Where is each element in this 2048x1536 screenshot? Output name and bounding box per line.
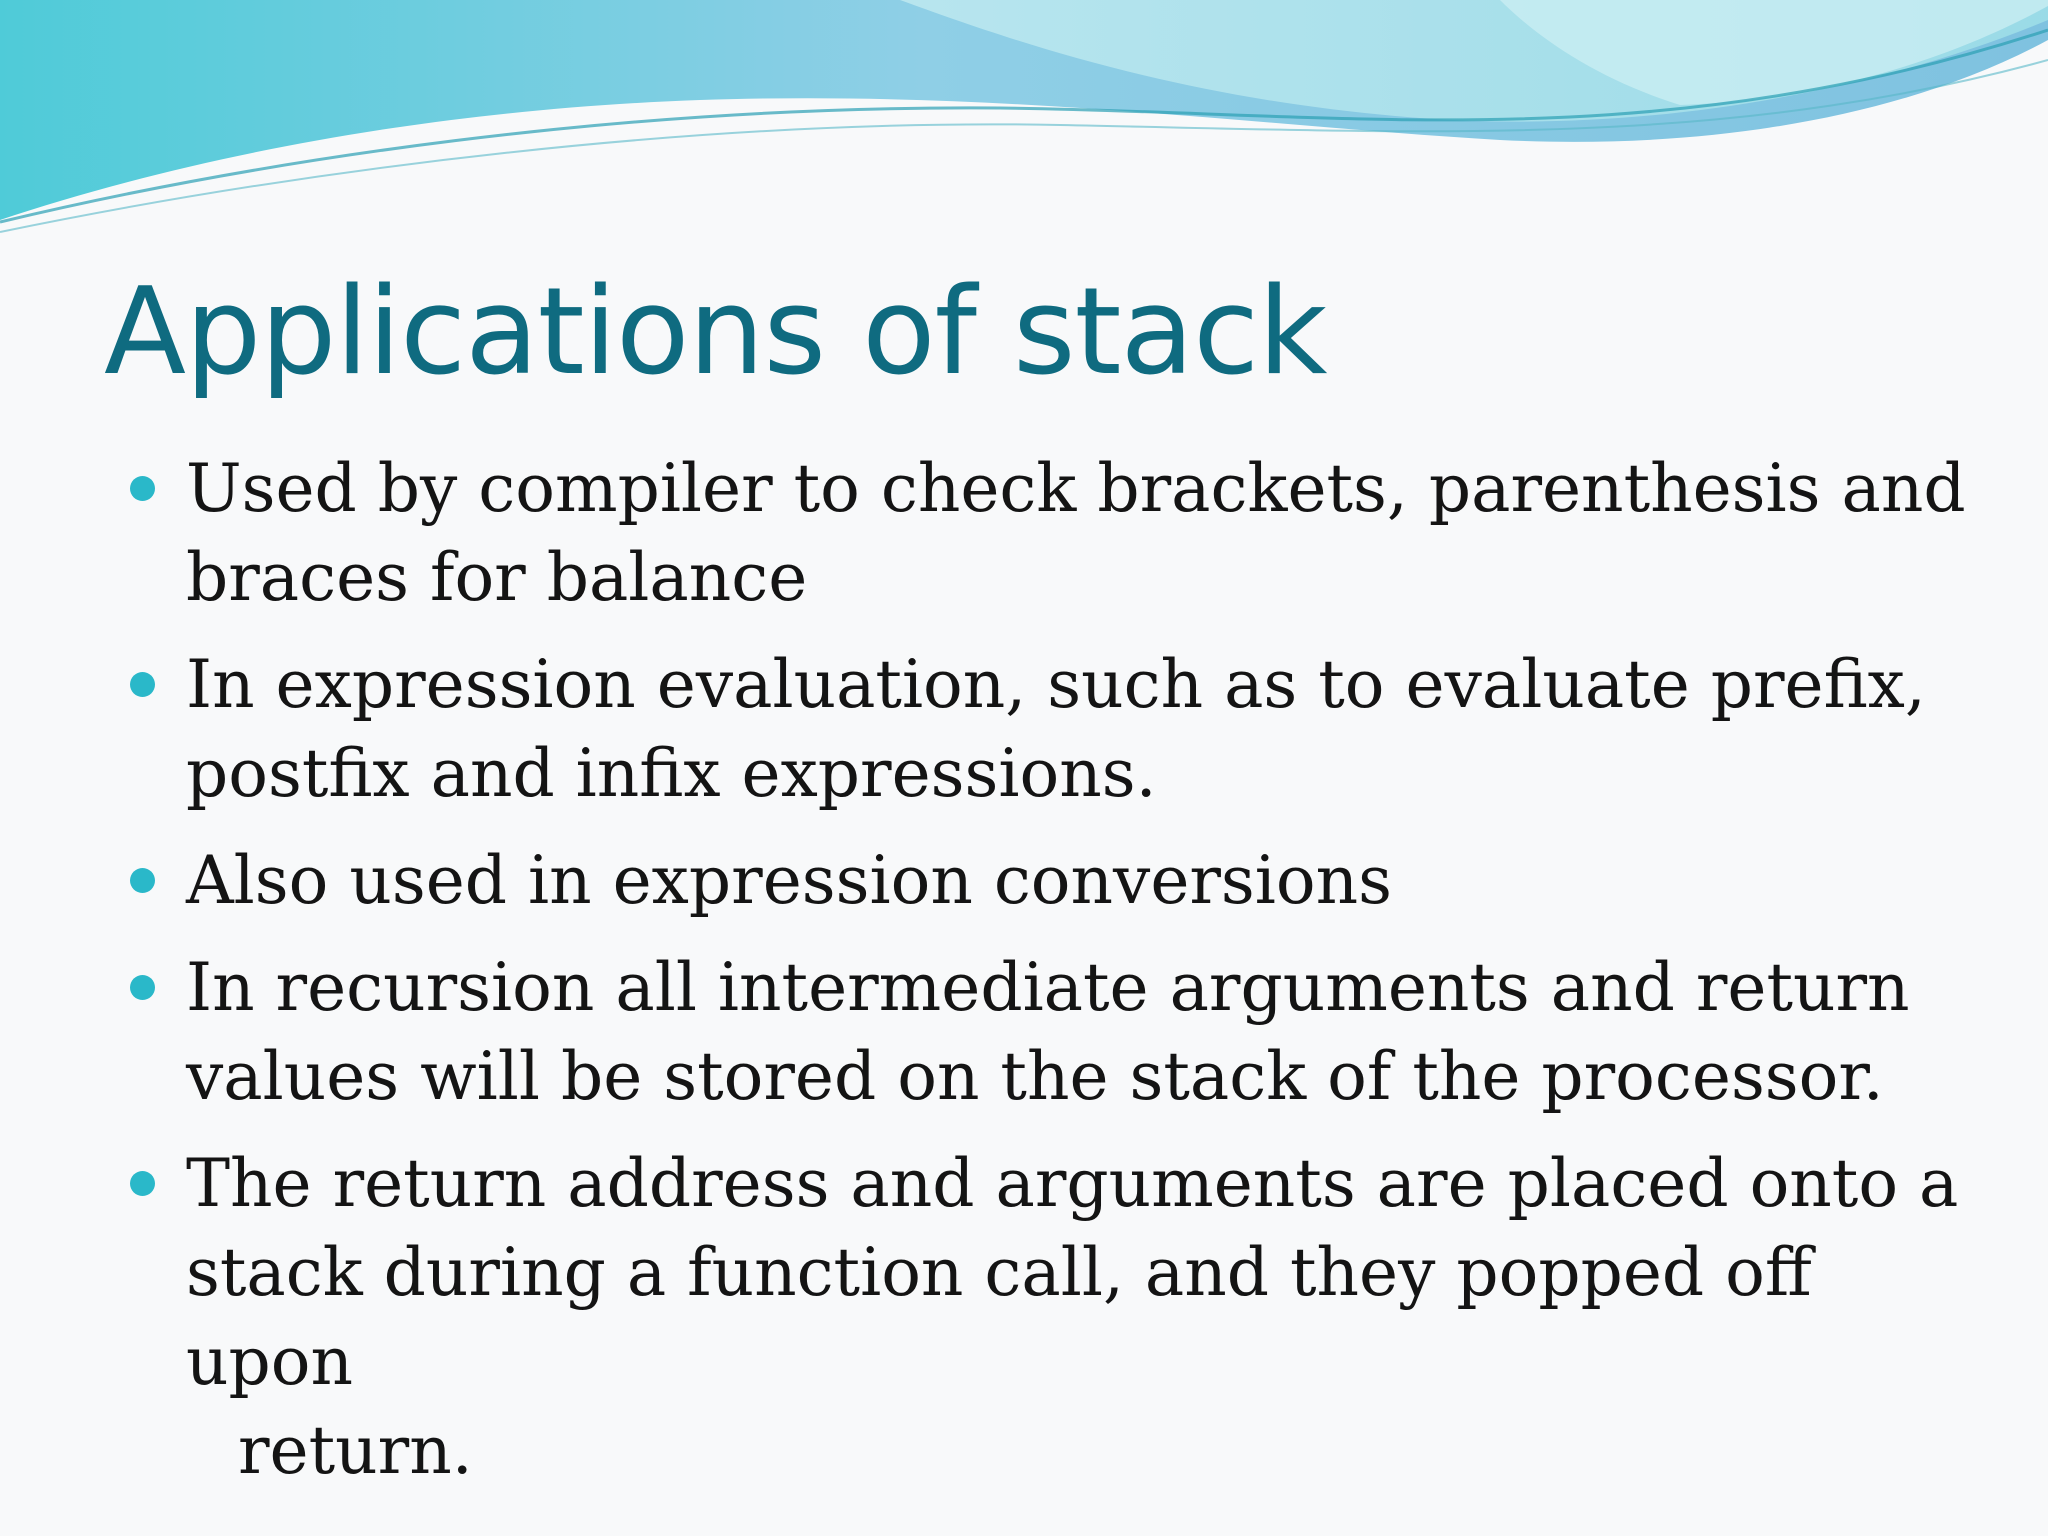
slide-title: Applications of stack (104, 263, 1327, 402)
bullet-text: Used by compiler to check brackets, parenthesis and braces for balance (186, 450, 1966, 616)
bullet-continuation-text: return. (238, 1412, 473, 1489)
bullet-text: In expression evaluation, such as to evaluate prefix, postfix and infix expressions. (186, 646, 1926, 812)
bullet-dot-icon (130, 1171, 155, 1196)
bullet-item (128, 1139, 1988, 1495)
bullet-item (128, 943, 1988, 1121)
header-wave-decoration (0, 0, 2048, 240)
bullet-dot-icon (130, 975, 155, 1000)
bullet-item (128, 444, 1988, 622)
bullet-item (128, 836, 1988, 925)
bullet-text: Also used in expression conversions (186, 842, 1393, 919)
bullet-text: In recursion all intermediate arguments and return values will be stored on the stack of the processor. (186, 949, 1910, 1115)
bullet-dot-icon (130, 476, 155, 501)
bullet-item (128, 640, 1988, 818)
bullet-dot-icon (130, 672, 155, 697)
bullet-dot-icon (130, 868, 155, 893)
bullet-list (128, 444, 1988, 1513)
bullet-text: The return address and arguments are placed onto a stack during a function call, and they popped off upon (186, 1145, 1959, 1400)
